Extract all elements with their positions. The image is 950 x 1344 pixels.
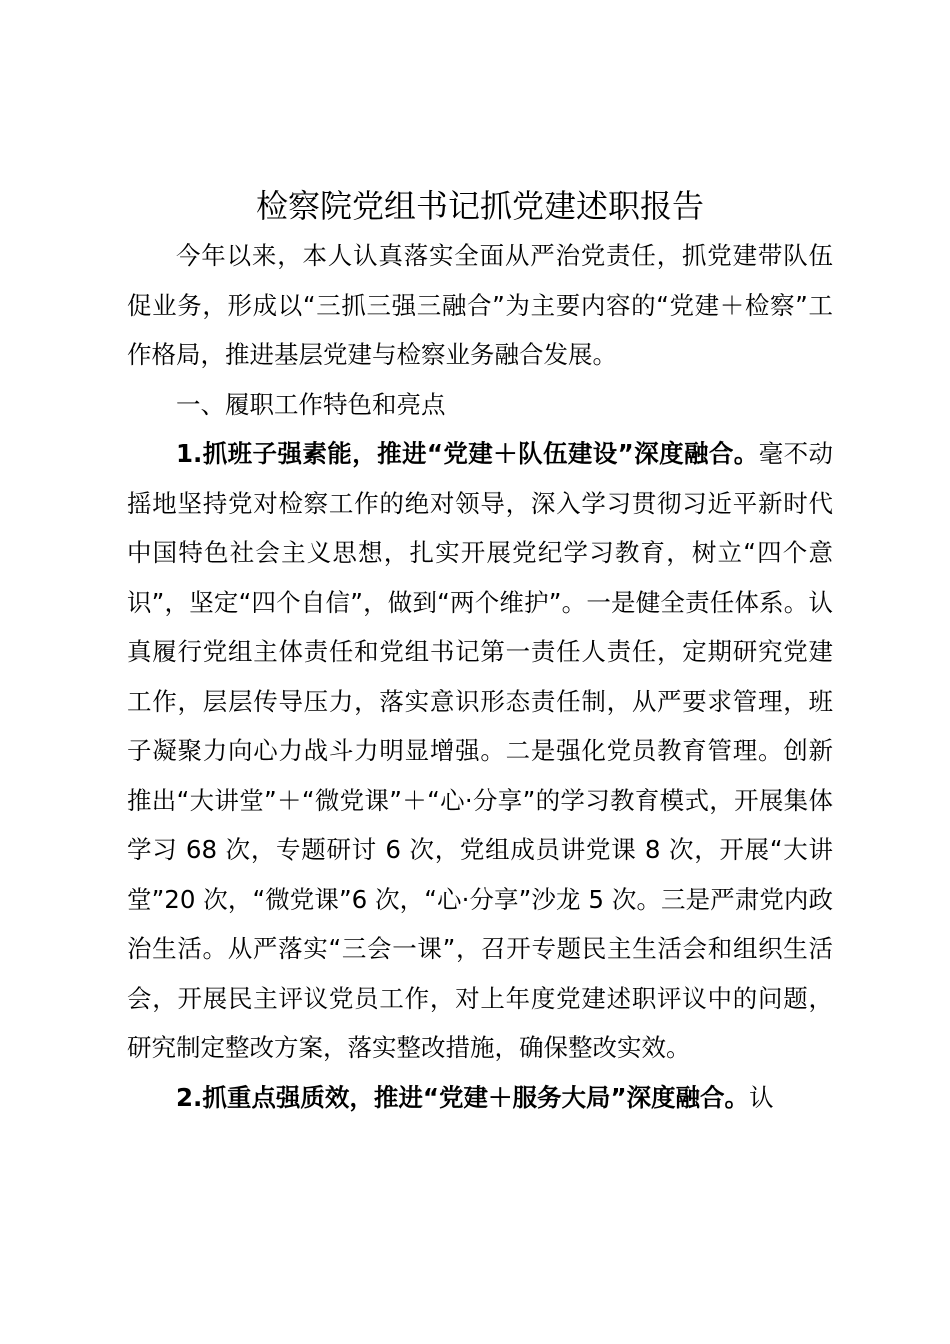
item-2-body: 认: [749, 1082, 774, 1112]
item-2-paragraph: [127, 1073, 833, 1123]
item-1-title: 1.抓班子强素能，推进“党建＋队伍建设”深度融合。: [176, 439, 759, 468]
section-heading: 一、履职工作特色和亮点: [176, 389, 446, 419]
document-title: 检察院党组书记抓党建述职报告: [255, 187, 704, 225]
document-body: [127, 231, 833, 1122]
item-2-title: 2.抓重点强质效，推进“党建＋服务大局”深度融合。: [176, 1082, 750, 1112]
item-1-paragraph: [127, 429, 833, 1073]
intro-paragraph: 今年以来，本人认真落实全面从严治党责任，抓党建带队伍促业务，形成以“三抓三强三融合”为主要内容的“党建＋检察”工作格局，推进基层党建与检察业务融合发展。: [127, 241, 833, 369]
item-1-body: 毫不动摇地坚持党对检察工作的绝对领导，深入学习贯彻习近平新时代中国特色社会主义思想，扎实开展党纪学习教育，树立“四个意识”，坚定“四个自信”，做到“两个维护”。一是健全责任体系。认真履行党组主体责任和党组书记第一责任人责任，定期研究党建工作，层层传导压力，落实意识形态责任制，从严要求管理，班子凝聚力向心力战斗力明显增强。二是强化党员教育管理。创新推出“大讲堂”＋“微党课”＋“心·分享”的学习教育模式，开展集体学习 68 次，专题研讨 6 次，党组成员讲党课 8 次，开展“大讲堂”20 次，“微党课”6 次，“心·分享”沙龙 5 次。三是严肃党内政治生活。从严落实“三会一课”，召开专题民主生活会和组织生活会，开展民主评议党员工作，对上年度党建述职评议中的问题，研究制定整改方案，落实整改措施，确保整改实效。: [127, 439, 834, 1062]
